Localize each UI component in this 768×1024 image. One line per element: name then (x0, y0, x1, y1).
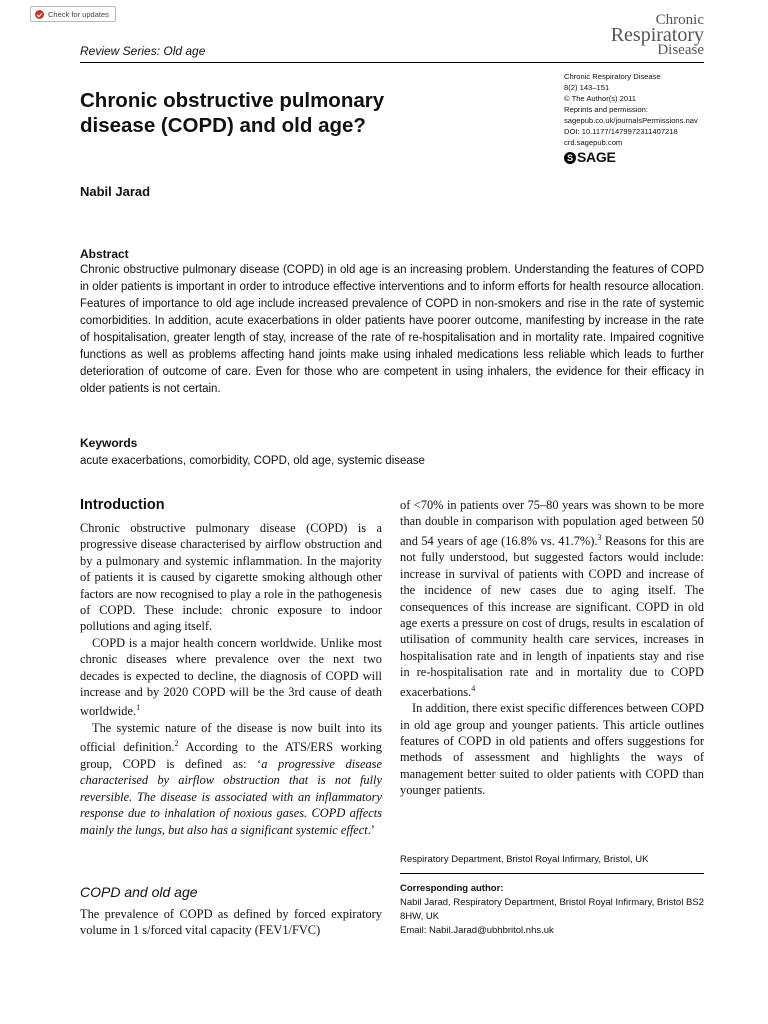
intro-paragraph-3 (80, 720, 382, 838)
sage-s-icon: S (564, 152, 576, 164)
copd-paragraph-1: The prevalence of COPD as defined by forced expiratory volume in 1 s/forced vital capacity (FEV1/FVC) (80, 907, 382, 938)
copd-old-age-heading: COPD and old age (80, 884, 198, 900)
author-name: Nabil Jarad (80, 184, 151, 199)
logo-line-2: Respiratory (610, 23, 704, 46)
col2-paragraph-1-b: Reasons for this are not fully understood, but suggested factors would include: increase in survival of patients with COPD and increase of the incidence of new cases due to aging itself. The consequences of this increase are significant. COPD in old age exerts a pressure on cost of drugs, results in escalation of utilisation of community health care services, increases in hospitalisation rate and in length of inpatients stay and rise in re-hospitalisation rate and in mortality due to COPD exacerbations. (400, 533, 704, 699)
column-left (80, 520, 382, 838)
col2-paragraph-2: In addition, there exist specific differences between COPD in old age group and younger patients. This article outlines features of COPD in old patients and offers suggestions for methods of assessment and highlights the ways of management better suited to older patients with COPD than younger patients. (400, 701, 704, 798)
abstract-heading: Abstract (80, 247, 129, 261)
check-for-updates-label: Check for updates (48, 9, 109, 19)
column-right (400, 497, 704, 799)
abstract-text: Chronic obstructive pulmonary disease (COPD) in old age is an increasing problem. Understanding the features of COPD in older patients is important in order to introduce effective interventions and to inform efforts for health resource allocation. Features of importance to old age include increased prevalence of COPD in non-smokers and rise in the rate of systemic comorbidities. In addition, acute exacerbations in older patients have poorer outcome, manifesting by increase in the rate of hospitalisation, greater length of stay, increase of the rate of re-hospitalisation and in mortality rate. Impaired cognitive functions as well as problems affecting hand joints make using inhaled medications less reliable which leads to further deterioration of outcome of care. Even for those who are competent in using inhalers, the evidence for their efficacy in older patients is not certain. (80, 264, 704, 395)
corresponding-author (400, 882, 704, 938)
journal-logo (611, 14, 704, 57)
article-meta (564, 71, 698, 148)
reference-3[interactable]: 3 (597, 532, 602, 542)
intro-paragraph-2 (80, 635, 382, 720)
affiliation: Respiratory Department, Bristol Royal Infirmary, Bristol, UK (400, 854, 649, 865)
publisher-logo (564, 149, 615, 165)
article-title: Chronic obstructive pulmonary disease (COPD) and old age? (80, 89, 385, 137)
logo-line-1: Chronic (655, 12, 704, 28)
corresponding-author-heading: Corresponding author: (400, 883, 504, 894)
intro-paragraph-2-text: COPD is a major health concern worldwide. Unlike most chronic diseases where prevalence over the next two decades is expected to decline, the diagnosis of COPD will increase and by 2020 COPD will be the 3rd cause of death worldwide. (80, 635, 382, 719)
footer-rule (400, 873, 704, 874)
meta-reprints-link[interactable]: sagepub.co.uk/journalsPermissions.nav (564, 116, 698, 125)
meta-journal: Chronic Respiratory Disease (564, 72, 661, 81)
intro-paragraph-3-c: .’ (367, 822, 375, 837)
check-icon (35, 10, 44, 19)
meta-doi[interactable]: DOI: 10.1177/1479972311407218 (564, 127, 678, 136)
reference-4[interactable]: 4 (471, 683, 476, 693)
col2-paragraph-1 (400, 497, 704, 700)
intro-paragraph-1: Chronic obstructive pulmonary disease (COPD) is a progressive disease characterised by airflow obstruction and by a pulmonary and systemic inflammation. In the majority of patients it is caused by cigarette smoking although other factors are now recognised to play a role in the pathogenesis of COPD. These include: chronic exposure to indoor pollutions and aging itself. (80, 521, 382, 634)
corresponding-author-email[interactable]: Email: Nabil.Jarad@ubhbritol.nhs.uk (400, 925, 554, 936)
meta-site[interactable]: crd.sagepub.com (564, 138, 623, 147)
publisher-name: SAGE (577, 149, 616, 165)
corresponding-author-address: Nabil Jarad, Respiratory Department, Bristol Royal Infirmary, Bristol BS2 8HW, UK (400, 897, 704, 922)
logo-line-3: Disease (657, 41, 704, 58)
header-rule (80, 62, 704, 63)
series-label: Review Series: Old age (80, 44, 206, 58)
check-for-updates-badge[interactable] (30, 6, 116, 22)
intro-paragraph-3-a: The systemic nature of the disease is now built into its official definition. (80, 721, 382, 755)
introduction-heading: Introduction (80, 497, 165, 513)
meta-copyright: © The Author(s) 2011 (564, 94, 637, 103)
reference-2[interactable]: 2 (174, 739, 179, 749)
reference-1[interactable]: 1 (136, 703, 141, 713)
keywords-heading: Keywords (80, 436, 138, 450)
meta-volume: 8(2) 143–151 (564, 83, 610, 92)
col2-paragraph-1-a: of <70% in patients over 75–80 years was shown to be more than double in comparison with population aged between 50 and 54 years of age (16.8% vs. 41.7%). (400, 498, 704, 548)
copd-definition-quote: a progressive disease characterised by airflow obstruction that is not fully reversible. The disease is associated with an inflammatory response due to inhalation of noxious gases. COPD affects mainly the lungs, but also has a significant systemic effect (80, 756, 382, 837)
intro-paragraph-3-b: According to the ATS/ERS working group, COPD is defined as: ‘ (80, 740, 382, 771)
meta-reprints: Reprints and permission: (564, 105, 648, 114)
keywords-text: acute exacerbations, comorbidity, COPD, old age, systemic disease (80, 455, 425, 467)
